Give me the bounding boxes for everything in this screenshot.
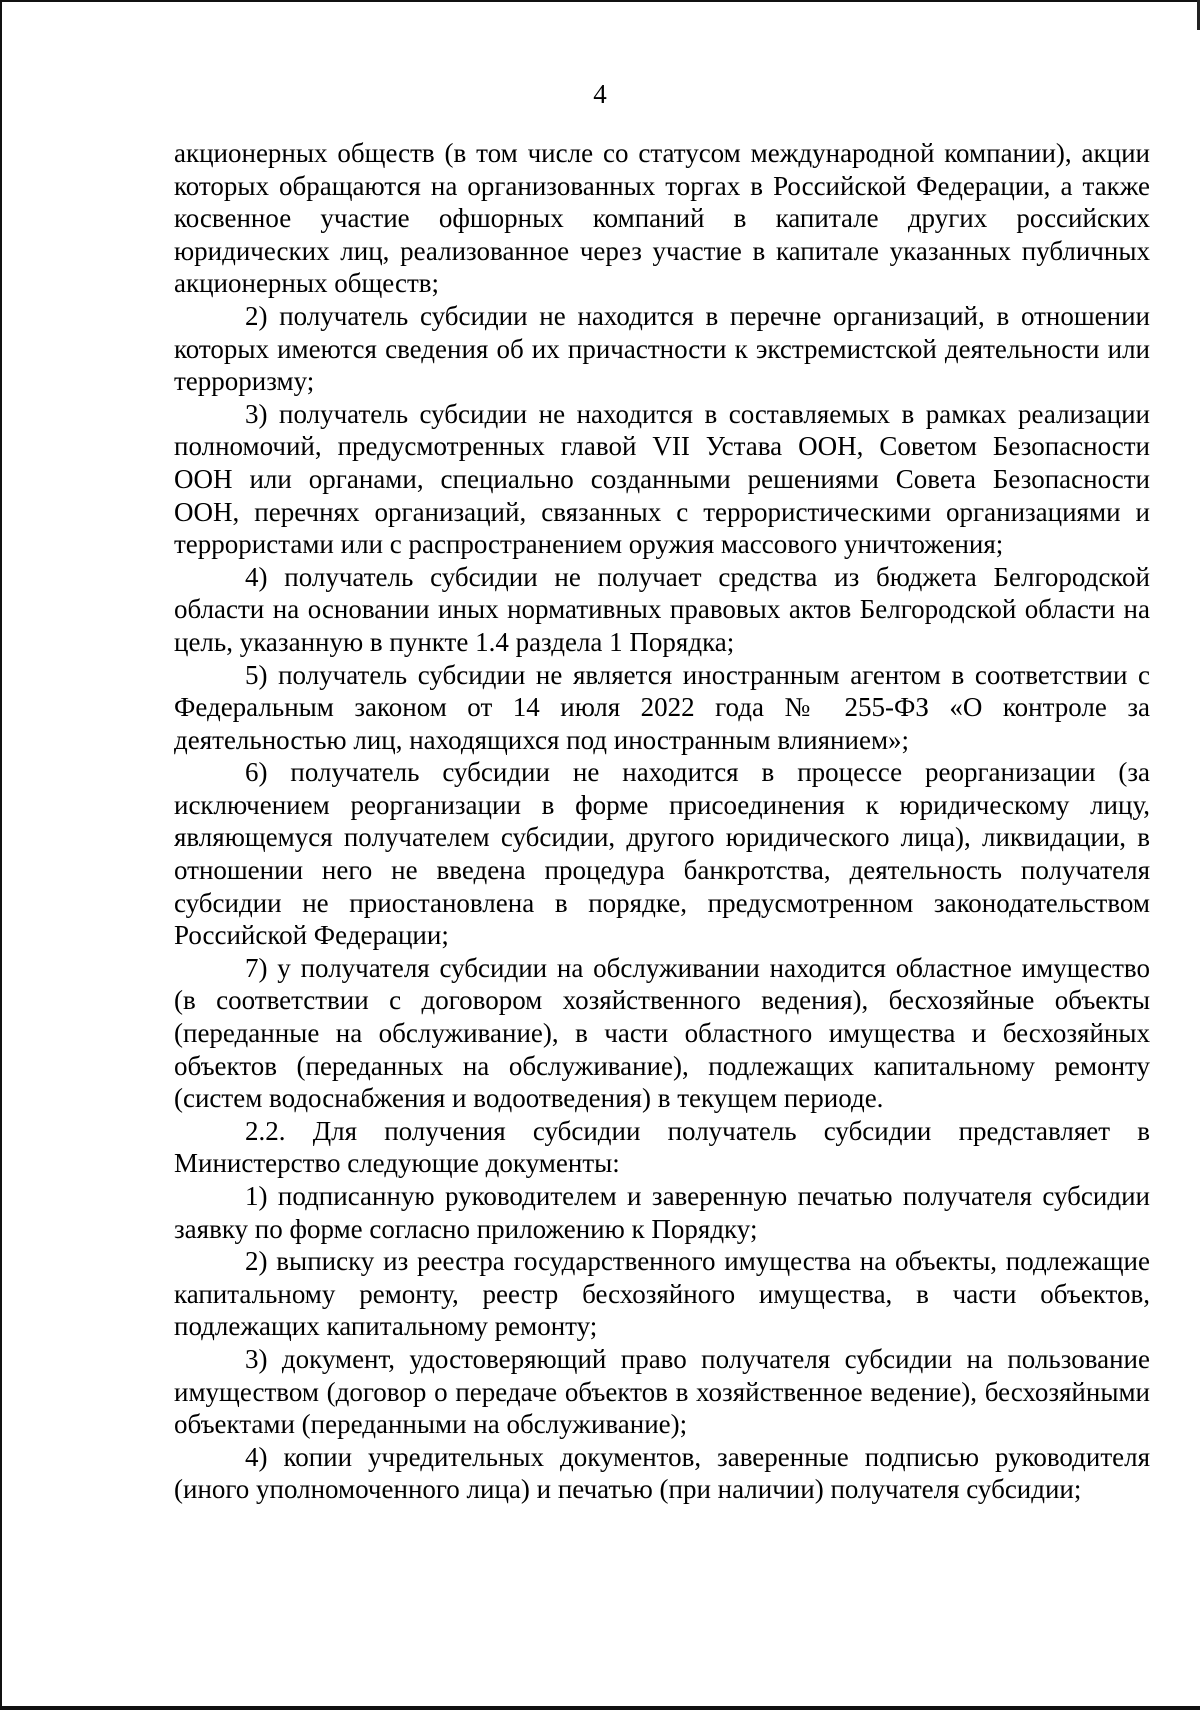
page-number: 4 bbox=[593, 79, 607, 109]
scan-edge-top bbox=[0, 0, 1200, 2]
paragraph-section-2-2: 2.2. Для получения субсидии получатель субсидии представляет в Министерство следующие документы: bbox=[174, 1115, 1150, 1179]
paragraph-item-4: 4) получатель субсидии не получает средства из бюджета Белгородской области на основании иных нормативных правовых актов Белгородской области на цель, указанную в пункте 1.4 раздела 1 Порядка; bbox=[174, 561, 1150, 657]
paragraph-item-5: 5) получатель субсидии не является иностранным агентом в соответствии с Федеральным законом от 14 июля 2022 года № 255-ФЗ «О контроле за деятельностью лиц, находящихся под иностранным влиянием»; bbox=[174, 659, 1150, 755]
paragraph-continuation: акционерных обществ (в том числе со статусом международной компании), акции которых обращаются на организованных торгах в Российской Федерации, а также косвенное участие офшорных компаний в капитале других российских юридических лиц, реализованное через участие в капитале указанных публичных акционерных обществ; bbox=[174, 138, 1150, 299]
paragraph-doc-4: 4) копии учредительных документов, заверенные подписью руководителя (иного уполномоченного лица) и печатью (при наличии) получателя субсидии; bbox=[174, 1441, 1150, 1505]
paragraph-item-3: 3) получатель субсидии не находится в составляемых в рамках реализации полномочий, предусмотренных главой VII Устава ООН, Советом Безопасности ООН или органами, специально созданными решениями Совета Безопасности ООН, перечнях организаций, связанных с террористическими организациями и террористами или с распространением оружия массового уничтожения; bbox=[174, 398, 1150, 560]
document-body bbox=[174, 137, 1150, 1506]
paragraph-item-7: 7) у получателя субсидии на обслуживании находится областное имущество (в соответствии с договором хозяйственного ведения), бесхозяйные объекты (переданные на обслуживание), в части областного имущества и бесхозяйных объектов (переданных на обслуживание), подлежащих капитальному ремонту (систем водоснабжения и водоотведения) в текущем периоде. bbox=[174, 952, 1150, 1114]
paragraph-doc-3: 3) документ, удостоверяющий право получателя субсидии на пользование имуществом (договор о передаче объектов в хозяйственное ведение), бесхозяйными объектами (переданными на обслуживание); bbox=[174, 1343, 1150, 1440]
scan-edge-left bbox=[0, 0, 2, 1710]
scan-edge-bottom bbox=[0, 1706, 1200, 1710]
paragraph-doc-2: 2) выписку из реестра государственного имущества на объекты, подлежащие капитальному ремонту, реестр бесхозяйного имущества, в части объектов, подлежащих капитальному ремонту; bbox=[174, 1246, 1150, 1342]
paragraph-item-6: 6) получатель субсидии не находится в процессе реорганизации (за исключением реорганизации в форме присоединения к юридическому лицу, являющемуся получателем субсидии, другого юридического лица), ликвидации, в отношении него не введена процедура банкротства, деятельность получателя субсидии не приостановлена в порядке, предусмотренном законодательством Российской Федерации; bbox=[174, 757, 1150, 951]
paragraph-doc-1: 1) подписанную руководителем и заверенную печатью получателя субсидии заявку по форме согласно приложению к Порядку; bbox=[174, 1181, 1150, 1244]
paragraph-item-2: 2) получатель субсидии не находится в перечне организаций, в отношении которых имеются сведения об их причастности к экстремистской деятельности или терроризму; bbox=[174, 300, 1150, 397]
